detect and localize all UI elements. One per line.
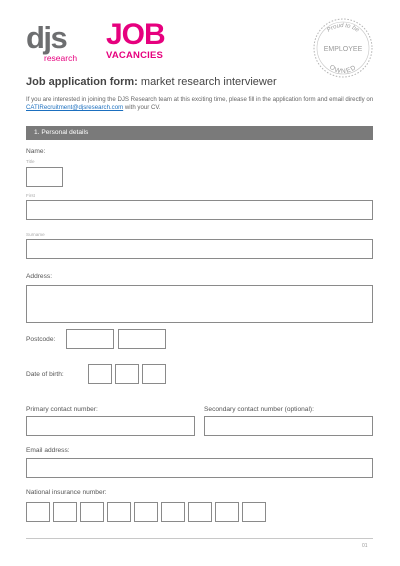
ni-field-7[interactable]	[188, 502, 212, 522]
ni-field-2[interactable]	[53, 502, 77, 522]
postcode-field-2[interactable]	[118, 329, 166, 349]
surname-field[interactable]	[26, 239, 373, 259]
title-bold: Job application form:	[26, 76, 138, 88]
title-rest: market research interviewer	[137, 76, 277, 88]
surname-hint: Surname	[26, 232, 45, 237]
secondary-contact-field[interactable]	[204, 416, 373, 436]
djs-logo-text: djs	[26, 20, 67, 55]
page-number: 01	[362, 543, 368, 549]
intro-text-end: with your CV.	[123, 104, 161, 112]
svg-text:OWNED	[328, 64, 358, 75]
primary-contact-label: Primary contact number:	[26, 406, 98, 413]
email-label: Email address:	[26, 447, 70, 454]
dob-month-field[interactable]	[115, 364, 139, 384]
email-link[interactable]: CATIRecruitment@djsresearch.com	[26, 104, 124, 112]
ni-field-1[interactable]	[26, 502, 50, 522]
ni-label: National insurance number:	[26, 489, 107, 496]
postcode-label: Postcode:	[26, 336, 56, 343]
dob-year-field[interactable]	[142, 364, 166, 384]
ni-field-4[interactable]	[107, 502, 131, 522]
footer-divider	[26, 538, 373, 539]
postcode-field-1[interactable]	[66, 329, 114, 349]
stamp-top-text: Proud to be	[326, 22, 360, 34]
intro-paragraph	[26, 96, 376, 112]
ni-field-3[interactable]	[80, 502, 104, 522]
djs-logo	[26, 22, 66, 53]
primary-contact-field[interactable]	[26, 416, 195, 436]
address-label: Address:	[26, 273, 53, 280]
stamp-bottom-text: OWNED	[328, 63, 358, 76]
first-name-hint: First	[26, 193, 35, 198]
vacancies-logo: VACANCIES	[106, 50, 164, 61]
secondary-contact-label: Secondary contact number (optional):	[204, 406, 314, 413]
job-logo: JOB	[106, 18, 165, 51]
employee-owned-stamp-icon	[308, 16, 378, 78]
name-label: Name:	[26, 148, 46, 155]
intro-text: If you are interested in joining the DJS Research team at this exciting time, please fill in the application form and email directly on	[26, 96, 374, 103]
dob-day-field[interactable]	[88, 364, 112, 384]
dob-label: Date of birth:	[26, 371, 64, 378]
ni-field-9[interactable]	[242, 502, 266, 522]
ni-field-6[interactable]	[161, 502, 185, 522]
djs-logo-research: research	[44, 53, 78, 63]
address-field[interactable]	[26, 285, 373, 323]
ni-field-5[interactable]	[134, 502, 158, 522]
email-field[interactable]	[26, 458, 373, 478]
ni-field-8[interactable]	[215, 502, 239, 522]
stamp-mid-text: EMPLOYEE	[323, 46, 363, 53]
title-field[interactable]	[26, 167, 63, 187]
section-title: 1. Personal details	[34, 129, 89, 136]
first-name-field[interactable]	[26, 200, 373, 220]
page-title	[26, 76, 277, 88]
title-hint: Title	[26, 159, 35, 164]
section-header	[26, 126, 373, 140]
